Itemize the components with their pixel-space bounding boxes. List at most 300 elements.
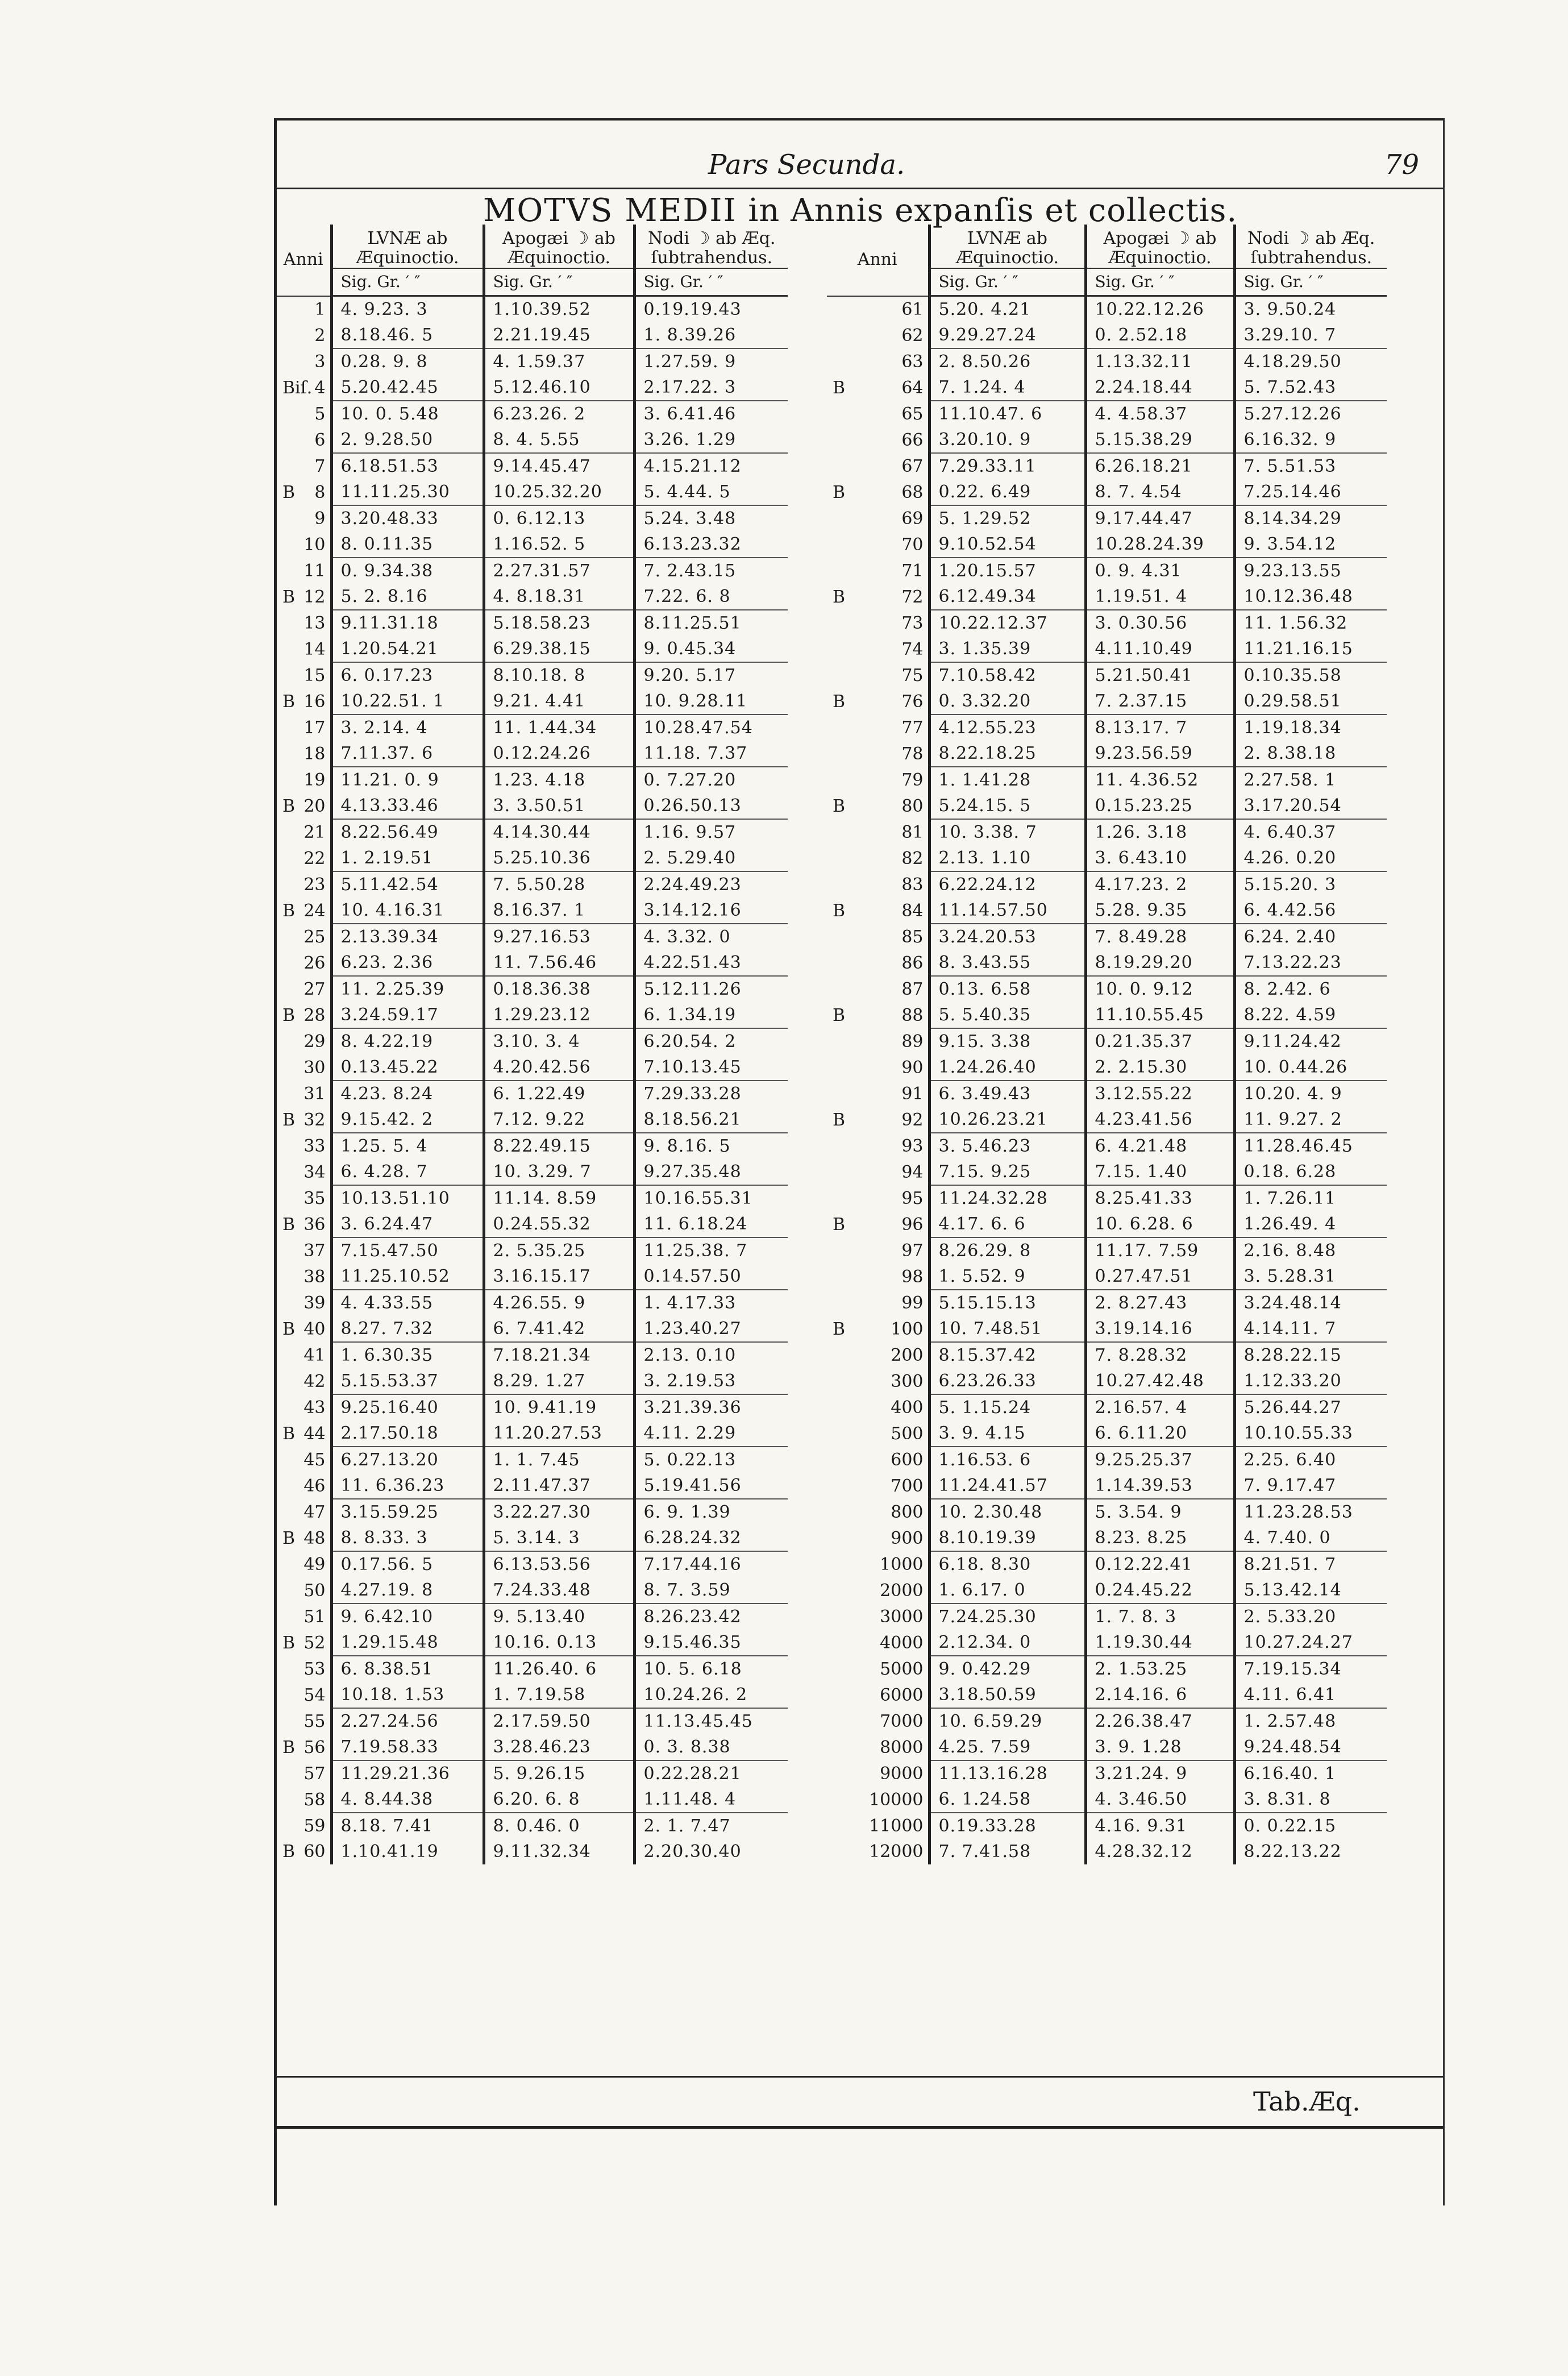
- nodi-value: 9.27.35.48: [634, 1159, 788, 1185]
- anni-number: 27: [303, 979, 326, 999]
- table-row: [277, 819, 788, 845]
- apogaei-value: 10.25.32.20: [484, 479, 634, 505]
- anni-number: 1: [314, 299, 326, 319]
- table-row: [827, 505, 1387, 531]
- anni-cell: [277, 1760, 331, 1787]
- luna-value: 4.25. 7.59: [929, 1734, 1085, 1760]
- nodi-value: 1. 7.26.11: [1234, 1185, 1387, 1211]
- luna-value: 10.22.51. 1: [331, 688, 484, 715]
- anni-number: 11: [303, 560, 326, 581]
- table-row: [827, 1185, 1387, 1211]
- anni-cell: [827, 715, 929, 741]
- anni-number: 81: [901, 822, 924, 842]
- nodi-value: 10.24.26. 2: [634, 1682, 788, 1708]
- nodi-value: 8.22. 4.59: [1234, 1002, 1387, 1028]
- anni-cell: [827, 1028, 929, 1054]
- luna-value: 7.11.37. 6: [331, 741, 484, 767]
- anni-number: 96: [901, 1214, 924, 1235]
- table-row: [277, 1813, 788, 1839]
- nodi-value: 2. 5.29.40: [634, 845, 788, 871]
- table-row: [277, 610, 788, 636]
- luna-value: 10.26.23.21: [929, 1107, 1085, 1133]
- table-row: [827, 1682, 1387, 1708]
- leap-year-marker: B: [833, 1110, 846, 1130]
- table-row: [277, 531, 788, 558]
- anni-cell: [277, 1682, 331, 1708]
- apogaei-value: 5.25.10.36: [484, 845, 634, 871]
- anni-number: 92: [901, 1110, 924, 1130]
- anni-cell: [827, 401, 929, 427]
- footer-rule-lower: [274, 2126, 1444, 2129]
- luna-value: 6. 3.49.43: [929, 1081, 1085, 1107]
- apogaei-value: 5. 3.54. 9: [1085, 1499, 1234, 1525]
- table-row: [827, 1054, 1387, 1081]
- column-header-apogaei-text: Apogæi ☽ ab Æquinoctio.: [502, 229, 615, 268]
- anni-cell: [277, 1185, 331, 1211]
- luna-value: 1.29.15.48: [331, 1630, 484, 1656]
- nodi-value: 11. 1.56.32: [1234, 610, 1387, 636]
- luna-value: 6. 8.38.51: [331, 1656, 484, 1682]
- anni-number: 42: [303, 1371, 326, 1391]
- table-row: [827, 531, 1387, 558]
- apogaei-value: 3.22.27.30: [484, 1499, 634, 1525]
- nodi-value: 10. 9.28.11: [634, 688, 788, 715]
- anni-number: 12: [303, 587, 326, 607]
- nodi-value: 8.18.56.21: [634, 1107, 788, 1133]
- nodi-value: 2.27.58. 1: [1234, 767, 1387, 793]
- nodi-value: 10. 5. 6.18: [634, 1656, 788, 1682]
- apogaei-value: 11.26.40. 6: [484, 1656, 634, 1682]
- anni-cell: [277, 479, 331, 505]
- luna-value: 11.21. 0. 9: [331, 767, 484, 793]
- luna-value: 6.23. 2.36: [331, 950, 484, 976]
- anni-cell: [277, 1447, 331, 1473]
- column-header-nodi: [634, 225, 788, 268]
- anni-cell: [827, 1002, 929, 1028]
- nodi-value: 11. 9.27. 2: [1234, 1107, 1387, 1133]
- anni-cell: [827, 1185, 929, 1211]
- luna-value: 8.10.19.39: [929, 1525, 1085, 1551]
- luna-value: 8.15.37.42: [929, 1342, 1085, 1368]
- nodi-value: 4.15.21.12: [634, 453, 788, 479]
- apogaei-value: 1.26. 3.18: [1085, 819, 1234, 845]
- anni-number: 80: [901, 796, 924, 816]
- table-row: [827, 1211, 1387, 1237]
- table-row: [827, 976, 1387, 1002]
- anni-number: 17: [303, 717, 326, 738]
- nodi-value: 5. 4.44. 5: [634, 479, 788, 505]
- motion-table-right: [827, 225, 1387, 1864]
- anni-cell: [277, 1133, 331, 1159]
- luna-value: 11.13.16.28: [929, 1760, 1085, 1787]
- column-header-anni-right: Anni: [827, 225, 929, 296]
- nodi-value: 2.16. 8.48: [1234, 1237, 1387, 1264]
- apogaei-value: 6. 6.11.20: [1085, 1420, 1234, 1447]
- apogaei-value: 0.21.35.37: [1085, 1028, 1234, 1054]
- nodi-value: 3.24.48.14: [1234, 1290, 1387, 1316]
- anni-number: 11000: [869, 1816, 924, 1836]
- luna-value: 3. 9. 4.15: [929, 1420, 1085, 1447]
- anni-number: 32: [303, 1110, 326, 1130]
- anni-cell: [277, 348, 331, 375]
- luna-value: 10. 3.38. 7: [929, 819, 1085, 845]
- anni-cell: [277, 1394, 331, 1420]
- table-row: [277, 1159, 788, 1185]
- anni-cell: [827, 1211, 929, 1237]
- table-row: [277, 479, 788, 505]
- anni-number: 99: [901, 1293, 924, 1313]
- nodi-value: 2.25. 6.40: [1234, 1447, 1387, 1473]
- anni-number: 16: [303, 691, 326, 712]
- luna-value: 0.28. 9. 8: [331, 348, 484, 375]
- anni-number: 79: [901, 770, 924, 790]
- anni-cell: [277, 1577, 331, 1604]
- apogaei-value: 4.20.42.56: [484, 1054, 634, 1081]
- luna-value: 7.19.58.33: [331, 1734, 484, 1760]
- nodi-value: 1.23.40.27: [634, 1316, 788, 1342]
- luna-value: 8. 4.22.19: [331, 1028, 484, 1054]
- table-row: [277, 1682, 788, 1708]
- anni-cell: [277, 1107, 331, 1133]
- anni-number: 52: [303, 1633, 326, 1653]
- table-row: [277, 401, 788, 427]
- nodi-value: 6.16.40. 1: [1234, 1760, 1387, 1787]
- anni-number: 66: [901, 430, 924, 450]
- nodi-value: 9.24.48.54: [1234, 1734, 1387, 1760]
- luna-value: 10.13.51.10: [331, 1185, 484, 1211]
- apogaei-value: 6.26.18.21: [1085, 453, 1234, 479]
- anni-number: 84: [901, 900, 924, 921]
- anni-cell: [277, 871, 331, 898]
- leap-year-marker: B: [282, 900, 296, 921]
- anni-cell: [277, 610, 331, 636]
- anni-number: 69: [901, 508, 924, 529]
- table-row: [277, 1264, 788, 1290]
- anni-cell: [277, 767, 331, 793]
- apogaei-value: 3.19.14.16: [1085, 1316, 1234, 1342]
- units-header-nodi-right: Sig. Gr. ′ ″: [1234, 268, 1387, 296]
- anni-cell: [827, 1447, 929, 1473]
- nodi-value: 0. 3. 8.38: [634, 1734, 788, 1760]
- anni-number: 98: [901, 1266, 924, 1287]
- leap-year-marker: B: [282, 796, 296, 816]
- apogaei-value: 3.21.24. 9: [1085, 1760, 1234, 1787]
- table-row: [277, 1447, 788, 1473]
- anni-number: 67: [901, 456, 924, 476]
- anni-cell: [277, 1316, 331, 1342]
- apogaei-value: 3. 9. 1.28: [1085, 1734, 1234, 1760]
- table-row: [277, 1525, 788, 1551]
- anni-number: 61: [901, 299, 924, 319]
- apogaei-value: 2. 8.27.43: [1085, 1290, 1234, 1316]
- nodi-value: 9.11.24.42: [1234, 1028, 1387, 1054]
- table-row: [827, 845, 1387, 871]
- apogaei-value: 5.18.58.23: [484, 610, 634, 636]
- anni-number: 3000: [880, 1606, 924, 1627]
- nodi-value: 2.17.22. 3: [634, 375, 788, 401]
- nodi-value: 1.19.18.34: [1234, 715, 1387, 741]
- apogaei-value: 2.17.59.50: [484, 1708, 634, 1734]
- catchword: Tab.Æq.: [1253, 2086, 1361, 2117]
- table-row: [827, 819, 1387, 845]
- table-row: [827, 479, 1387, 505]
- anni-number: 54: [303, 1685, 326, 1705]
- luna-value: 7.24.25.30: [929, 1604, 1085, 1630]
- table-row: [827, 1133, 1387, 1159]
- luna-value: 1.25. 5. 4: [331, 1133, 484, 1159]
- anni-number: 40: [303, 1319, 326, 1339]
- nodi-value: 3. 6.41.46: [634, 401, 788, 427]
- title-motus-medii: MOTVS MEDII: [483, 192, 737, 229]
- anni-cell: [827, 1316, 929, 1342]
- nodi-value: 5.26.44.27: [1234, 1394, 1387, 1420]
- apogaei-value: 3.12.55.22: [1085, 1081, 1234, 1107]
- nodi-value: 2. 8.38.18: [1234, 741, 1387, 767]
- anni-number: 59: [303, 1816, 326, 1836]
- luna-value: 2.13.39.34: [331, 924, 484, 950]
- luna-value: 6.23.26.33: [929, 1368, 1085, 1394]
- table-row: [277, 1211, 788, 1237]
- apogaei-value: 0. 2.52.18: [1085, 322, 1234, 348]
- anni-number: 15: [303, 665, 326, 686]
- anni-number: 10000: [869, 1789, 924, 1810]
- anni-number: 7: [314, 456, 326, 476]
- anni-cell: [277, 1081, 331, 1107]
- nodi-value: 1.26.49. 4: [1234, 1211, 1387, 1237]
- anni-cell: [827, 767, 929, 793]
- apogaei-value: 9.11.32.34: [484, 1839, 634, 1864]
- anni-cell: [277, 898, 331, 924]
- anni-number: 58: [303, 1789, 326, 1810]
- nodi-value: 11.13.45.45: [634, 1708, 788, 1734]
- table-row: [277, 741, 788, 767]
- table-row: [277, 1316, 788, 1342]
- luna-value: 0. 3.32.20: [929, 688, 1085, 715]
- top-rule: [274, 118, 1444, 121]
- anni-cell: [827, 1054, 929, 1081]
- luna-value: 7.29.33.11: [929, 453, 1085, 479]
- luna-value: 3.15.59.25: [331, 1499, 484, 1525]
- nodi-value: 11. 6.18.24: [634, 1211, 788, 1237]
- apogaei-value: 3.10. 3. 4: [484, 1028, 634, 1054]
- anni-cell: [277, 1787, 331, 1813]
- anni-number: 44: [303, 1423, 326, 1444]
- anni-number: 100: [891, 1319, 924, 1339]
- nodi-value: 8.22.13.22: [1234, 1839, 1387, 1864]
- column-header-nodi-right: [1234, 225, 1387, 268]
- table-row: [277, 1839, 788, 1864]
- table-row: [827, 1604, 1387, 1630]
- table-row: [277, 767, 788, 793]
- apogaei-value: 5.15.38.29: [1085, 427, 1234, 453]
- apogaei-value: 0.12.24.26: [484, 741, 634, 767]
- leap-year-marker: B: [282, 1110, 296, 1130]
- anni-number: 83: [901, 874, 924, 895]
- title-in-annis: in Annis expanſis et collectis.: [748, 192, 1238, 229]
- anni-number: 23: [303, 874, 326, 895]
- apogaei-value: 8.22.49.15: [484, 1133, 634, 1159]
- nodi-value: 7.22. 6. 8: [634, 584, 788, 610]
- anni-number: 1000: [880, 1554, 924, 1575]
- anni-cell: [277, 950, 331, 976]
- luna-value: 9.11.31.18: [331, 610, 484, 636]
- anni-number: 88: [901, 1005, 924, 1025]
- anni-cell: [827, 819, 929, 845]
- nodi-value: 0.10.35.58: [1234, 662, 1387, 688]
- anni-cell: [827, 584, 929, 610]
- anni-cell: [827, 1760, 929, 1787]
- luna-value: 11.25.10.52: [331, 1264, 484, 1290]
- anni-cell: [277, 793, 331, 819]
- table-row: [827, 1656, 1387, 1682]
- apogaei-value: 3. 6.43.10: [1085, 845, 1234, 871]
- nodi-value: 4. 7.40. 0: [1234, 1525, 1387, 1551]
- apogaei-value: 4. 1.59.37: [484, 348, 634, 375]
- anni-number: 9: [314, 508, 326, 529]
- apogaei-value: 11. 4.36.52: [1085, 767, 1234, 793]
- anni-cell: [827, 871, 929, 898]
- anni-number: 8: [314, 482, 326, 502]
- table-row: [827, 1394, 1387, 1420]
- table-row: [827, 1447, 1387, 1473]
- anni-number: 33: [303, 1136, 326, 1156]
- anni-cell: [277, 1604, 331, 1630]
- anni-cell: [277, 1002, 331, 1028]
- table-row: [827, 1368, 1387, 1394]
- anni-cell: [277, 1656, 331, 1682]
- apogaei-value: 1.14.39.53: [1085, 1473, 1234, 1499]
- anni-cell: [827, 1813, 929, 1839]
- units-header-apogaei-right: Sig. Gr. ′ ″: [1085, 268, 1234, 296]
- anni-cell: [827, 1499, 929, 1525]
- table-row: [277, 1107, 788, 1133]
- anni-number: 50: [303, 1580, 326, 1601]
- luna-value: 4. 8.44.38: [331, 1787, 484, 1813]
- anni-number: 900: [891, 1528, 924, 1548]
- apogaei-value: 6. 7.41.42: [484, 1316, 634, 1342]
- nodi-value: 0.26.50.13: [634, 793, 788, 819]
- apogaei-value: 4.28.32.12: [1085, 1839, 1234, 1864]
- anni-cell: [827, 479, 929, 505]
- luna-value: 0.19.33.28: [929, 1813, 1085, 1839]
- anni-number: 26: [303, 953, 326, 973]
- nodi-value: 7. 9.17.47: [1234, 1473, 1387, 1499]
- nodi-value: 2.24.49.23: [634, 871, 788, 898]
- leap-year-marker: B: [282, 1842, 296, 1862]
- apogaei-value: 2.21.19.45: [484, 322, 634, 348]
- anni-number: 13: [303, 613, 326, 633]
- luna-value: 3.24.59.17: [331, 1002, 484, 1028]
- anni-number: 9000: [880, 1763, 924, 1784]
- anni-cell: [277, 1839, 331, 1864]
- column-header-apogaei-right-text: Apogæi ☽ ab Æquinoctio.: [1103, 229, 1217, 268]
- apogaei-value: 9.21. 4.41: [484, 688, 634, 715]
- apogaei-value: 11. 7.56.46: [484, 950, 634, 976]
- nodi-value: 0.14.57.50: [634, 1264, 788, 1290]
- table-row: [827, 767, 1387, 793]
- anni-number: 35: [303, 1188, 326, 1208]
- anni-number: 25: [303, 927, 326, 947]
- luna-value: 5.24.15. 5: [929, 793, 1085, 819]
- nodi-value: 6.13.23.32: [634, 531, 788, 558]
- anni-cell: [827, 1734, 929, 1760]
- anni-number: 55: [303, 1711, 326, 1731]
- luna-value: 11.24.32.28: [929, 1185, 1085, 1211]
- nodi-value: 7. 5.51.53: [1234, 453, 1387, 479]
- apogaei-value: 6.20. 6. 8: [484, 1787, 634, 1813]
- anni-cell: [827, 1237, 929, 1264]
- table-row: [827, 715, 1387, 741]
- anni-number: 18: [303, 743, 326, 764]
- luna-value: 3.24.20.53: [929, 924, 1085, 950]
- luna-value: 1. 6.17. 0: [929, 1577, 1085, 1604]
- apogaei-value: 6.29.38.15: [484, 636, 634, 662]
- column-header-nodi-right-text: Nodi ☽ ab Æq. ſubtrahendus.: [1247, 229, 1375, 268]
- apogaei-value: 1.13.32.11: [1085, 348, 1234, 375]
- apogaei-value: 4. 3.46.50: [1085, 1787, 1234, 1813]
- luna-value: 5.11.42.54: [331, 871, 484, 898]
- apogaei-value: 2. 1.53.25: [1085, 1656, 1234, 1682]
- anni-number: 600: [891, 1449, 924, 1470]
- luna-value: 9.15.42. 2: [331, 1107, 484, 1133]
- nodi-value: 0. 0.22.15: [1234, 1813, 1387, 1839]
- luna-value: 6.18.51.53: [331, 453, 484, 479]
- apogaei-value: 3.16.15.17: [484, 1264, 634, 1290]
- apogaei-value: 4. 4.58.37: [1085, 401, 1234, 427]
- apogaei-value: 1.16.52. 5: [484, 531, 634, 558]
- nodi-value: 3.29.10. 7: [1234, 322, 1387, 348]
- apogaei-value: 1.19.51. 4: [1085, 584, 1234, 610]
- luna-value: 9.10.52.54: [929, 531, 1085, 558]
- anni-cell: [277, 1159, 331, 1185]
- anni-cell: [277, 401, 331, 427]
- anni-number: 82: [901, 848, 924, 869]
- luna-value: 11. 2.25.39: [331, 976, 484, 1002]
- table-row: [277, 322, 788, 348]
- luna-value: 3.18.50.59: [929, 1682, 1085, 1708]
- table-row: [827, 348, 1387, 375]
- table-row: [827, 1473, 1387, 1499]
- apogaei-value: 7.12. 9.22: [484, 1107, 634, 1133]
- anni-cell: [827, 375, 929, 401]
- anni-number: 34: [303, 1162, 326, 1182]
- nodi-value: 7.19.15.34: [1234, 1656, 1387, 1682]
- anni-number: 38: [303, 1266, 326, 1287]
- units-header-apogaei: Sig. Gr. ′ ″: [484, 268, 634, 296]
- nodi-value: 10.16.55.31: [634, 1185, 788, 1211]
- anni-number: 39: [303, 1293, 326, 1313]
- table-row: [827, 1290, 1387, 1316]
- apogaei-value: 10. 3.29. 7: [484, 1159, 634, 1185]
- anni-cell: [277, 1054, 331, 1081]
- luna-value: 1. 2.19.51: [331, 845, 484, 871]
- anni-cell: [277, 1630, 331, 1656]
- anni-cell: [277, 636, 331, 662]
- anni-number: 60: [303, 1842, 326, 1862]
- nodi-value: 6. 1.34.19: [634, 1002, 788, 1028]
- table-row: [827, 1760, 1387, 1787]
- nodi-value: 6.16.32. 9: [1234, 427, 1387, 453]
- anni-cell: [827, 1081, 929, 1107]
- table-row: [277, 296, 788, 323]
- luna-value: 4.27.19. 8: [331, 1577, 484, 1604]
- table-row: [827, 871, 1387, 898]
- table-row: [827, 1028, 1387, 1054]
- luna-value: 6. 0.17.23: [331, 662, 484, 688]
- table-row: [277, 1499, 788, 1525]
- luna-value: 0. 9.34.38: [331, 558, 484, 584]
- nodi-value: 3.21.39.36: [634, 1394, 788, 1420]
